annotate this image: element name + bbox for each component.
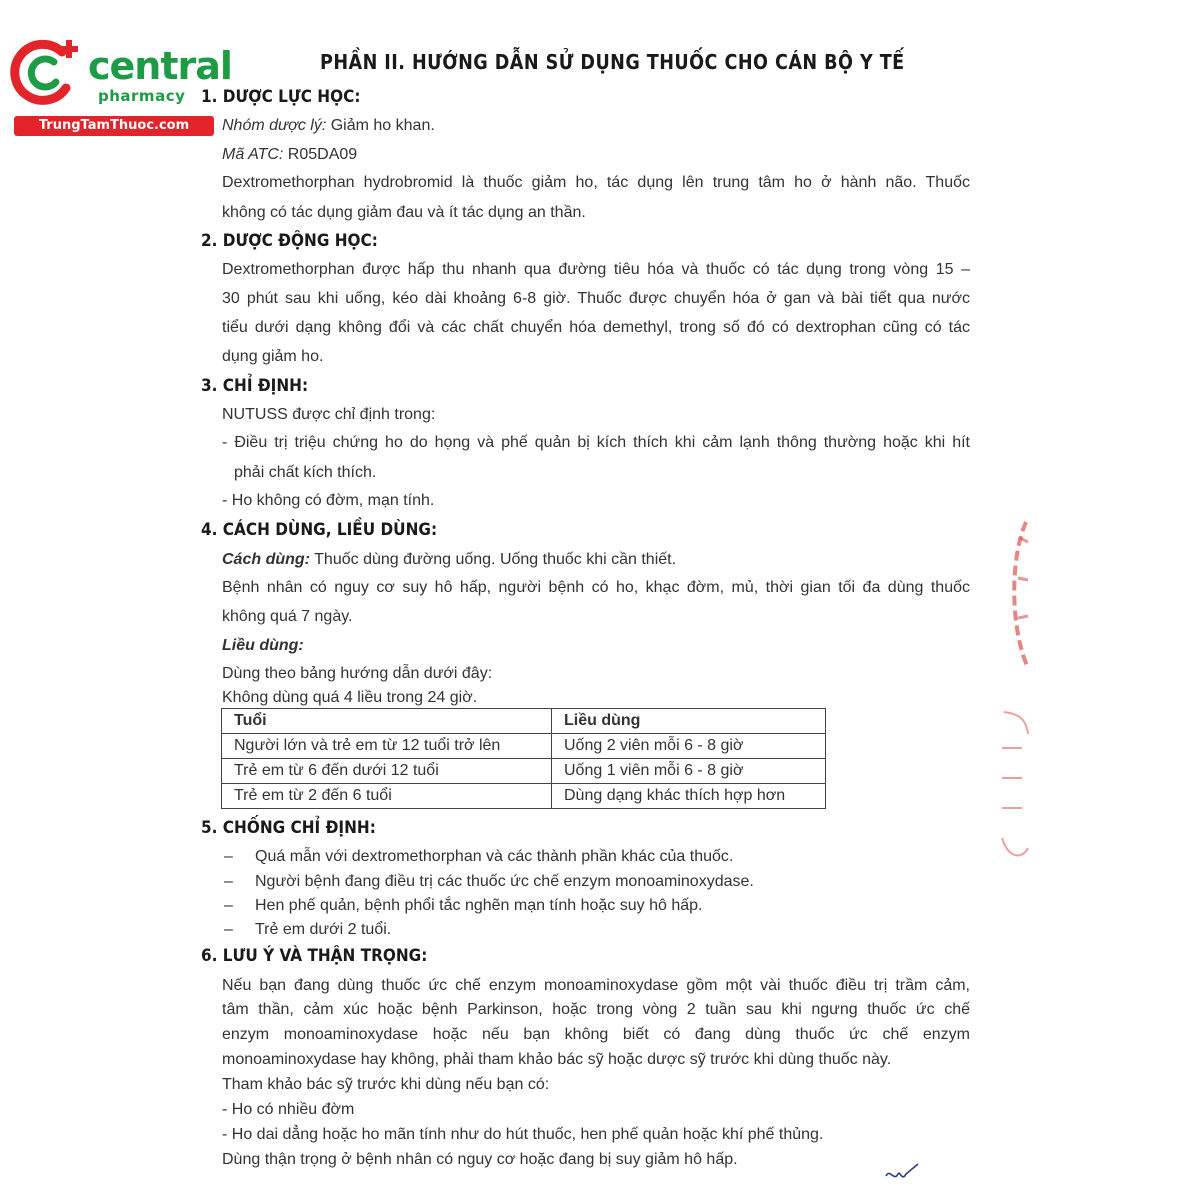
list-item: Hen phế quản, bệnh phổi tắc nghẽn mạn tính hoặc suy hô hấp. (255, 897, 703, 914)
group-value: Giảm ho khan. (326, 117, 435, 134)
table-header-cell: Liều dùng (552, 709, 826, 734)
usage-warning-line: Bệnh nhân có nguy cơ suy hô hấp, người bệnh có ho, khạc đờm, mủ, thời gian tối đa dùng thuốc (222, 579, 970, 596)
list-dash: – (224, 897, 233, 914)
s6-paragraph-line: Nếu bạn đang dùng thuốc ức chế enzym monoaminoxydase gồm một vài thuốc điều trị trầm cảm, (222, 977, 970, 994)
table-row (222, 734, 826, 759)
table-cell: Người lớn và trẻ em từ 12 tuổi trở lên (222, 734, 552, 759)
red-stamp-fragment-icon (996, 518, 1036, 678)
section-5-heading: 5. CHỐNG CHỈ ĐỊNH: (201, 818, 376, 838)
table-cell: Dùng dạng khác thích hợp hơn (552, 784, 826, 809)
indication-item-continued: phải chất kích thích. (234, 464, 377, 481)
atc-code (222, 145, 357, 165)
s2-paragraph-line: dụng giảm ho. (222, 348, 324, 365)
table-row (222, 759, 826, 784)
s6-paragraph-line: tâm thần, cảm xúc hoặc bệnh Parkinson, hoặc trong vòng 2 tuần sau khi ngưng thuốc ức chế (222, 1001, 970, 1018)
list-item: Quá mẫn với dextromethorphan và các thành phần khác của thuốc. (255, 848, 734, 865)
logo-brand-text: central (88, 44, 232, 88)
list-dash: – (224, 873, 233, 890)
signature-mark-icon (882, 1160, 922, 1188)
s6-paragraph-line: Dùng thận trọng ở bệnh nhân có nguy cơ hoặc đang bị suy giảm hô hấp. (222, 1151, 738, 1168)
list-item (224, 920, 233, 940)
list-item: Người bệnh đang điều trị các thuốc ức chế enzym monoaminoxydase. (255, 873, 754, 890)
section-3-heading: 3. CHỈ ĐỊNH: (201, 376, 309, 396)
indication-item: - Ho không có đờm, mạn tính. (222, 492, 435, 509)
group-label: Nhóm dược lý: (222, 117, 327, 134)
list-item (224, 847, 233, 867)
indication-intro: NUTUSS được chỉ định trong: (222, 406, 436, 423)
logo-sub-text: pharmacy (98, 87, 186, 105)
table-cell: Trẻ em từ 6 đến dưới 12 tuổi (222, 759, 552, 784)
logo-mark-icon (10, 38, 90, 108)
red-stamp-fragment-icon (998, 708, 1032, 868)
s6-paragraph-line: Tham khảo bác sỹ trước khi dùng nếu bạn có: (222, 1076, 550, 1093)
s1-paragraph-line: không có tác dụng giảm đau và ít tác dụng an thần. (222, 204, 586, 221)
usage-value: Thuốc dùng đường uống. Uống thuốc khi cần thiết. (310, 551, 677, 568)
table-cell: Trẻ em từ 2 đến 6 tuổi (222, 784, 552, 809)
s2-paragraph-line: 30 phút sau khi uống, kéo dài khoảng 6-8 giờ. Thuốc được chuyển hóa ở gan và bài tiết qua nước (222, 290, 970, 307)
list-item (224, 872, 233, 892)
usage-warning-line: không quá 7 ngày. (222, 608, 353, 625)
logo-url-link[interactable]: TrungTamThuoc.com (14, 116, 214, 136)
pharmacologic-group (222, 116, 435, 136)
list-item (224, 896, 233, 916)
dosage-instruction: Dùng theo bảng hướng dẫn dưới đây: (222, 665, 493, 682)
s6-paragraph-line: - Ho dai dẳng hoặc ho mãn tính như do hút thuốc, hen phế quản hoặc khí phế thủng. (222, 1126, 824, 1143)
table-row (222, 784, 826, 809)
usage-label: Cách dùng: (222, 551, 310, 568)
list-dash: – (224, 848, 233, 865)
section-6-heading: 6. LƯU Ý VÀ THẬN TRỌNG: (201, 946, 428, 966)
document-title: PHẦN II. HƯỚNG DẪN SỬ DỤNG THUỐC CHO CÁN BỘ Y TẾ (320, 50, 905, 74)
indication-item: - Điều trị triệu chứng ho do họng và phế quản bị kích thích khi cảm lạnh thông thường hoặc khi hít (222, 434, 970, 451)
s6-paragraph-line: monoaminoxydase hay không, phải tham khảo bác sỹ hoặc dược sỹ trước khi dùng thuốc này. (222, 1051, 892, 1068)
list-dash: – (224, 921, 233, 938)
dosage-table (221, 708, 826, 809)
table-cell: Uống 2 viên mỗi 6 - 8 giờ (552, 734, 826, 759)
central-pharmacy-logo (10, 38, 232, 138)
dosage-label: Liều dùng: (222, 637, 304, 654)
s6-paragraph-line: - Ho có nhiều đờm (222, 1101, 355, 1118)
atc-label: Mã ATC: (222, 146, 284, 163)
table-cell: Uống 1 viên mỗi 6 - 8 giờ (552, 759, 826, 784)
s2-paragraph-line: Dextromethorphan được hấp thu nhanh qua đường tiêu hóa và thuốc có tác dụng trong vòng 15 – (222, 261, 970, 278)
section-2-heading: 2. DƯỢC ĐỘNG HỌC: (201, 231, 378, 251)
s2-paragraph-line: tiểu dưới dạng không đổi và các chất chuyển hóa demethyl, trong số đó có dextrophan cũng có tác (222, 319, 970, 336)
section-4-heading: 4. CÁCH DÙNG, LIỀU DÙNG: (201, 520, 438, 540)
table-header-cell: Tuổi (222, 709, 552, 734)
s1-paragraph-line: Dextromethorphan hydrobromid là thuốc giảm ho, tác dụng lên trung tâm ho ở hành não. Thuốc (222, 174, 970, 191)
usage-line (222, 550, 676, 570)
list-item: Trẻ em dưới 2 tuổi. (255, 921, 392, 938)
dosage-limit: Không dùng quá 4 liều trong 24 giờ. (222, 689, 478, 706)
atc-value: R05DA09 (283, 146, 358, 163)
section-1-heading: 1. DƯỢC LỰC HỌC: (201, 87, 361, 107)
s6-paragraph-line: enzym monoaminoxydase hoặc nếu bạn không biết có đang dùng thuốc ức chế enzym (222, 1026, 970, 1043)
table-header-row (222, 709, 826, 734)
